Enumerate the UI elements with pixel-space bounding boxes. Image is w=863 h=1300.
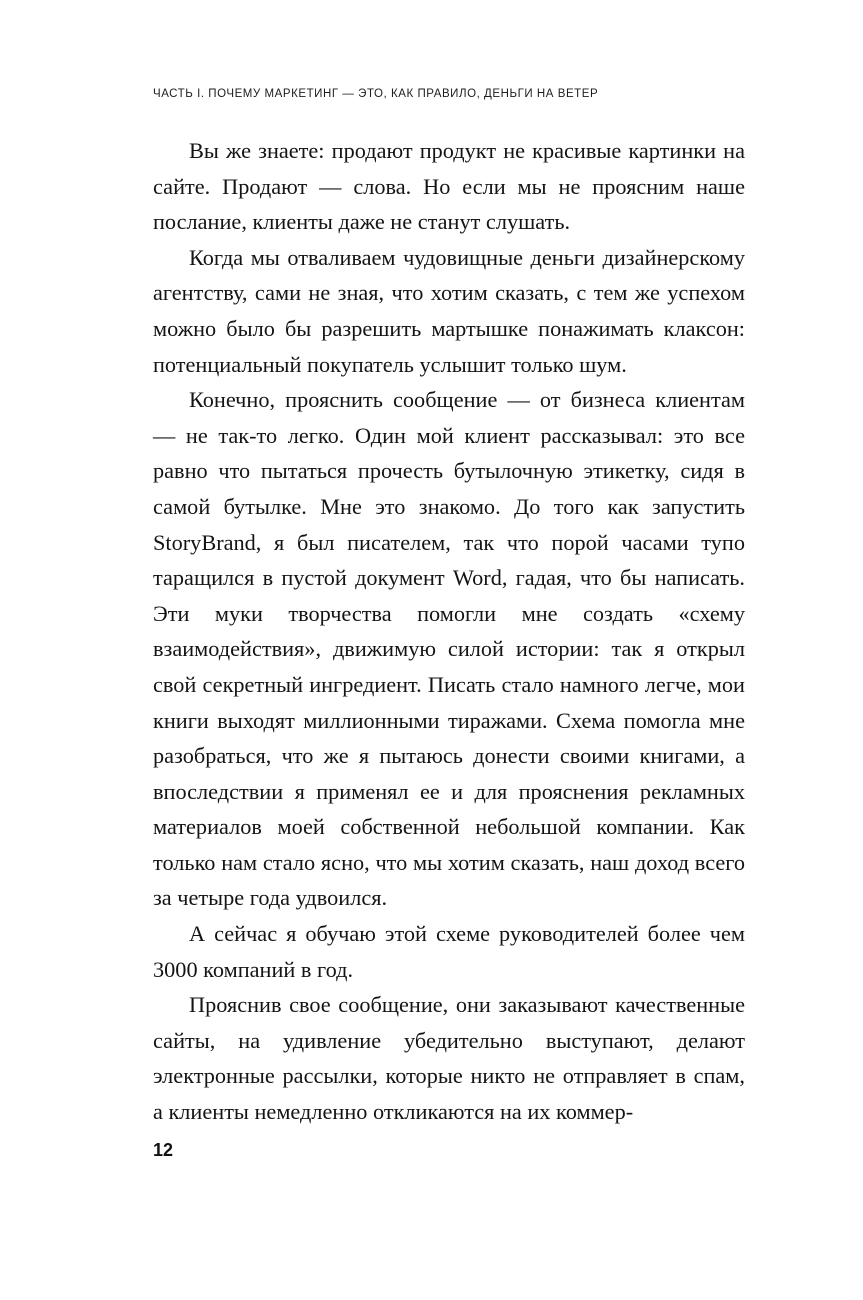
running-head: ЧАСТЬ I. ПОЧЕМУ МАРКЕТИНГ — ЭТО, КАК ПРАВИЛО, ДЕНЬГИ НА ВЕТЕР — [153, 88, 599, 100]
paragraph: Прояснив свое сообщение, они заказывают качественные сайты, на удивление убедительно выступают, делают электронные рассылки, которые никто не отправляет в спам, а клиенты немедленно откликаются на их коммер- — [153, 992, 745, 1125]
paragraph: Конечно, прояснить сообщение — от бизнеса клиентам — не так-то легко. Один мой клиент рассказывал: это все равно что пытаться прочесть бутылочную этикетку, сидя в самой бутылке. Мне это знакомо. До того как запустить StoryBrand, я был писателем, так что порой часами тупо таращился в пустой документ Word, гадая, что бы написать. Эти муки творчества помогли мне создать «схему взаимодействия», движимую силой истории: так я открыл свой секретный ингредиент. Писать стало намного легче, мои книги выходят миллионными тиражами. Схема помогла мне разобраться, что же я пытаюсь донести своими книгами, а впоследствии я применял ее и для прояснения рекламных материалов моей собственной небольшой компании. Как только нам стало ясно, что мы хотим сказать, наш доход всего за четыре года удвоился. — [153, 387, 745, 911]
paragraph: А сейчас я обучаю этой схеме руководителей более чем 3000 компаний в год. — [153, 921, 745, 982]
page-number: 12 — [153, 1140, 174, 1160]
body-text — [153, 133, 745, 1130]
paragraph: Когда мы отваливаем чудовищные деньги дизайнерскому агентству, сами не зная, что хотим сказать, с тем же успехом можно было бы разрешить мартышке понажимать клаксон: потенциальный покупатель услышит только шум. — [153, 244, 745, 377]
paragraph: Вы же знаете: продают продукт не красивые картинки на сайте. Продают — слова. Но если мы не проясним наше послание, клиенты даже не станут слушать. — [153, 138, 745, 235]
